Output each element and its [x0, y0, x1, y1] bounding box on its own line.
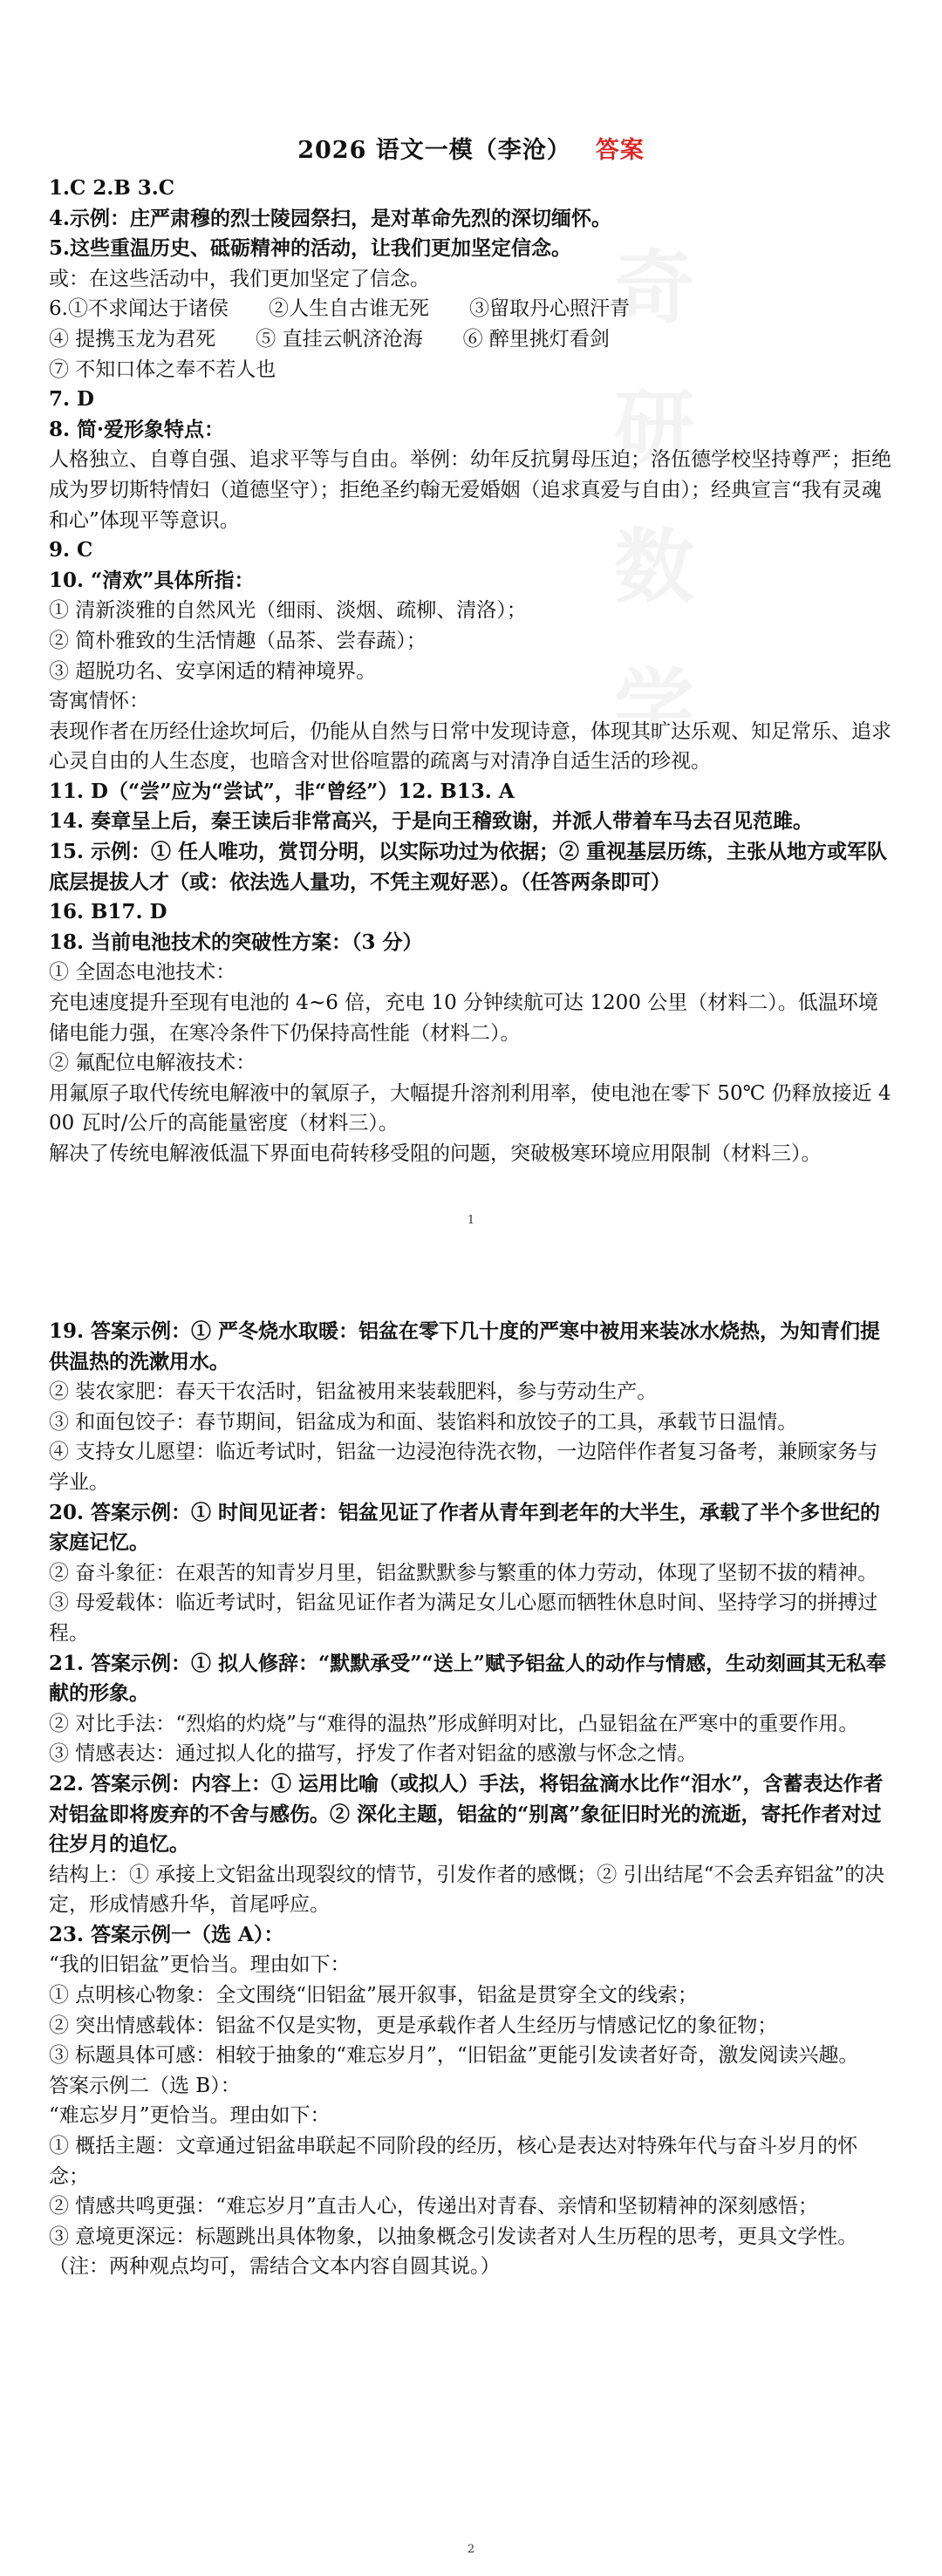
text-line: 19. 答案示例：① 严冬烧水取暖：铝盆在零下几十度的严寒中被用来装冰水烧热，为知青们提供温热的洗漱用水。: [49, 1319, 881, 1373]
text-line: 9. C: [49, 538, 93, 562]
text-line: ② 奋斗象征：在艰苦的知青岁月里，铝盆默默参与繁重的体力劳动，体现了坚韧不拔的精神。: [49, 1561, 878, 1584]
text-line: 结构上：① 承接上文铝盆出现裂纹的情节，引发作者的感慨；② 引出结尾“不会丢弃铝盆”的决定，形成情感升华，首尾呼应。: [49, 1863, 885, 1917]
page-2-content: [49, 1317, 893, 2282]
text-line: ⑦ 不知口体之奉不若人也: [49, 358, 276, 381]
text-line: ② 装农家肥：春天干农活时，铝盆被用来装载肥料，参与劳动生产。: [49, 1380, 658, 1404]
text-line: ② 情感共鸣更强：“难忘岁月”直击人心，传递出对青春、亲情和坚韧精神的深刻感悟；: [49, 2195, 818, 2218]
page-title: [49, 131, 893, 165]
text-line: 18. 当前电池技术的突破性方案：（3 分）: [49, 930, 423, 954]
title-text: 2026 语文一模（李沧）: [297, 137, 571, 164]
text-line: ③ 和面包饺子：春节期间，铝盆成为和面、装馅料和放饺子的工具，承载节日温情。: [49, 1410, 798, 1434]
text-line: “难忘岁月”更恰当。理由如下：: [49, 2104, 331, 2128]
text-line: ③ 母爱载体：临近考试时，铝盆见证作者为满足女儿心愿而牺牲休息时间、坚持学习的拼搏过程。: [49, 1591, 878, 1645]
text-line: 22. 答案示例：内容上：① 运用比喻（或拟人）手法，将铝盆滴水比作“泪水”，含蓄表达作者对铝盆即将废弃的不舍与感伤。② 深化主题，铝盆的“别离”象征旧时光的流逝，寄托作者对过往岁月的追忆。: [49, 1771, 884, 1857]
text-line: 答案示例二（选 B）：: [49, 2074, 241, 2097]
page-number: 1: [467, 1214, 475, 1227]
text-line: 8. 简·爱形象特点：: [49, 417, 225, 441]
text-line: ③ 意境更深远：标题跳出具体物象，以抽象概念引发读者对人生历程的思考，更具文学性。（注：两种观点均可，需结合文本内容自圆其说。）: [49, 2225, 858, 2279]
text-line: 充电速度提升至现有电池的 4~6 倍，充电 10 分钟续航可达 1200 公里（材料二）。低温环境储电能力强，在寒冷条件下仍保持高性能（材料二）。: [49, 992, 878, 1045]
text-line: “我的旧铝盆”更恰当。理由如下：: [49, 1953, 351, 1977]
text-line: 6.①不求闻达于诸侯 ②人生自古谁无死 ③留取丹心照汗青: [49, 297, 630, 321]
text-line: 寄寓情怀：: [49, 690, 149, 713]
text-line: ③ 超脱功名、安享闲适的精神境界。: [49, 659, 377, 683]
answer-label: 答案: [595, 137, 645, 164]
text-line: 10. “清欢”具体所指：: [49, 568, 255, 592]
text-line: ③ 情感表达：通过拟人化的描写，抒发了作者对铝盆的感激与怀念之情。: [49, 1742, 698, 1766]
text-line: 11. D（“尝”应为“尝试”，非“曾经”）12. B13. A: [49, 779, 515, 803]
watermark: 奇研数学: [613, 241, 694, 753]
text-line: 人格独立、自尊自强、追求平等与自由。举例：幼年反抗舅母压迫；洛伍德学校坚持尊严；拒绝成为罗切斯特情妇（道德坚守）；拒绝圣约翰无爱婚姻（追求真爱与自由）；经典宣言“我有灵魂和心”体现平等意识。: [49, 448, 891, 532]
text-line: ① 点明核心物象：全文围绕“旧铝盆”展开叙事，铝盆是贯穿全文的线索；: [49, 1984, 698, 2007]
text-line: ④ 提携玉龙为君死 ⑤ 直挂云帆济沧海 ⑥ 醉里挑灯看剑: [49, 327, 610, 351]
text-line: 1.C 2.B 3.C: [49, 176, 175, 200]
text-line: 15. 示例：① 任人唯功，赏罚分明，以实际功过为依据；② 重视基层历练，主张从地方或军队底层提拔人才（或：依法选人量功，不凭主观好恶）。（任答两条即可）: [49, 840, 888, 894]
text-line: 或：在这些活动中，我们更加坚定了信念。: [49, 267, 430, 290]
text-line: 解决了传统电解液低温下界面电荷转移受阻的问题，突破极寒环境应用限制（材料三）。: [49, 1142, 822, 1165]
text-line: 23. 答案示例一（选 A）：: [49, 1922, 284, 1946]
text-line: ② 氟配位电解液技术：: [49, 1052, 256, 1075]
text-line: ① 全固态电池技术：: [49, 961, 236, 985]
text-line: 16. B17. D: [49, 900, 167, 924]
text-line: 4.示例：庄严肃穆的烈士陵园祭扫，是对革命先烈的深切缅怀。: [49, 206, 612, 230]
page-2: [0, 1256, 942, 2576]
text-line: ② 突出情感载体：铝盆不仅是实物，更是承载作者人生经历与情感记忆的象征物；: [49, 2014, 778, 2037]
page-number: 2: [467, 2543, 475, 2556]
text-line: ① 清新淡雅的自然风光（细雨、淡烟、疏柳、清洛）；: [49, 599, 527, 623]
text-line: ② 对比手法：“烈焰的灼烧”与“难得的温热”形成鲜明对比，凸显铝盆在严寒中的重要作用。: [49, 1712, 859, 1735]
text-line: 20. 答案示例：① 时间见证者：铝盆见证了作者从青年到老年的大半生，承载了半个多世纪的家庭记忆。: [49, 1500, 881, 1555]
text-line: 21. 答案示例：① 拟人修辞：“默默承受”“送上”赋予铝盆人的动作与情感，生动刻画其无私奉献的形象。: [49, 1651, 886, 1706]
text-line: 5.这些重温历史、砥砺精神的活动，让我们更加坚定信念。: [49, 236, 572, 261]
page-1-content: [49, 174, 893, 1169]
text-line: 表现作者在历经仕途坎坷后，仍能从自然与日常中发现诗意，体现其旷达乐观、知足常乐、追求心灵自由的人生态度，也暗含对世俗喧嚣的疏离与对清净自适生活的珍视。: [49, 719, 891, 773]
text-line: 用氟原子取代传统电解液中的氧原子，大幅提升溶剂利用率，使电池在零下 50℃ 仍释放接近 400 瓦时/公斤的高能量密度（材料三）。: [49, 1081, 891, 1135]
text-line: ① 概括主题：文章通过铝盆串联起不同阶段的经历，核心是表达对特殊年代与奋斗岁月的怀念；: [49, 2135, 858, 2188]
page-1: [0, 0, 942, 1256]
text-line: 7. D: [49, 387, 94, 412]
text-line: ② 简朴雅致的生活情趣（品茶、尝春蔬）；: [49, 629, 427, 652]
text-line: ③ 标题具体可感：相较于抽象的“难忘岁月”，“旧铝盆”更能引发读者好奇，激发阅读兴趣。: [49, 2044, 859, 2068]
text-line: ④ 支持女儿愿望：临近考试时，铝盆一边浸泡待洗衣物，一边陪伴作者复习备考，兼顾家务与学业。: [49, 1441, 878, 1494]
text-line: 14. 奏章呈上后，秦王读后非常高兴，于是向王稽致谢，并派人带着车马去召见范雎。: [49, 809, 814, 834]
